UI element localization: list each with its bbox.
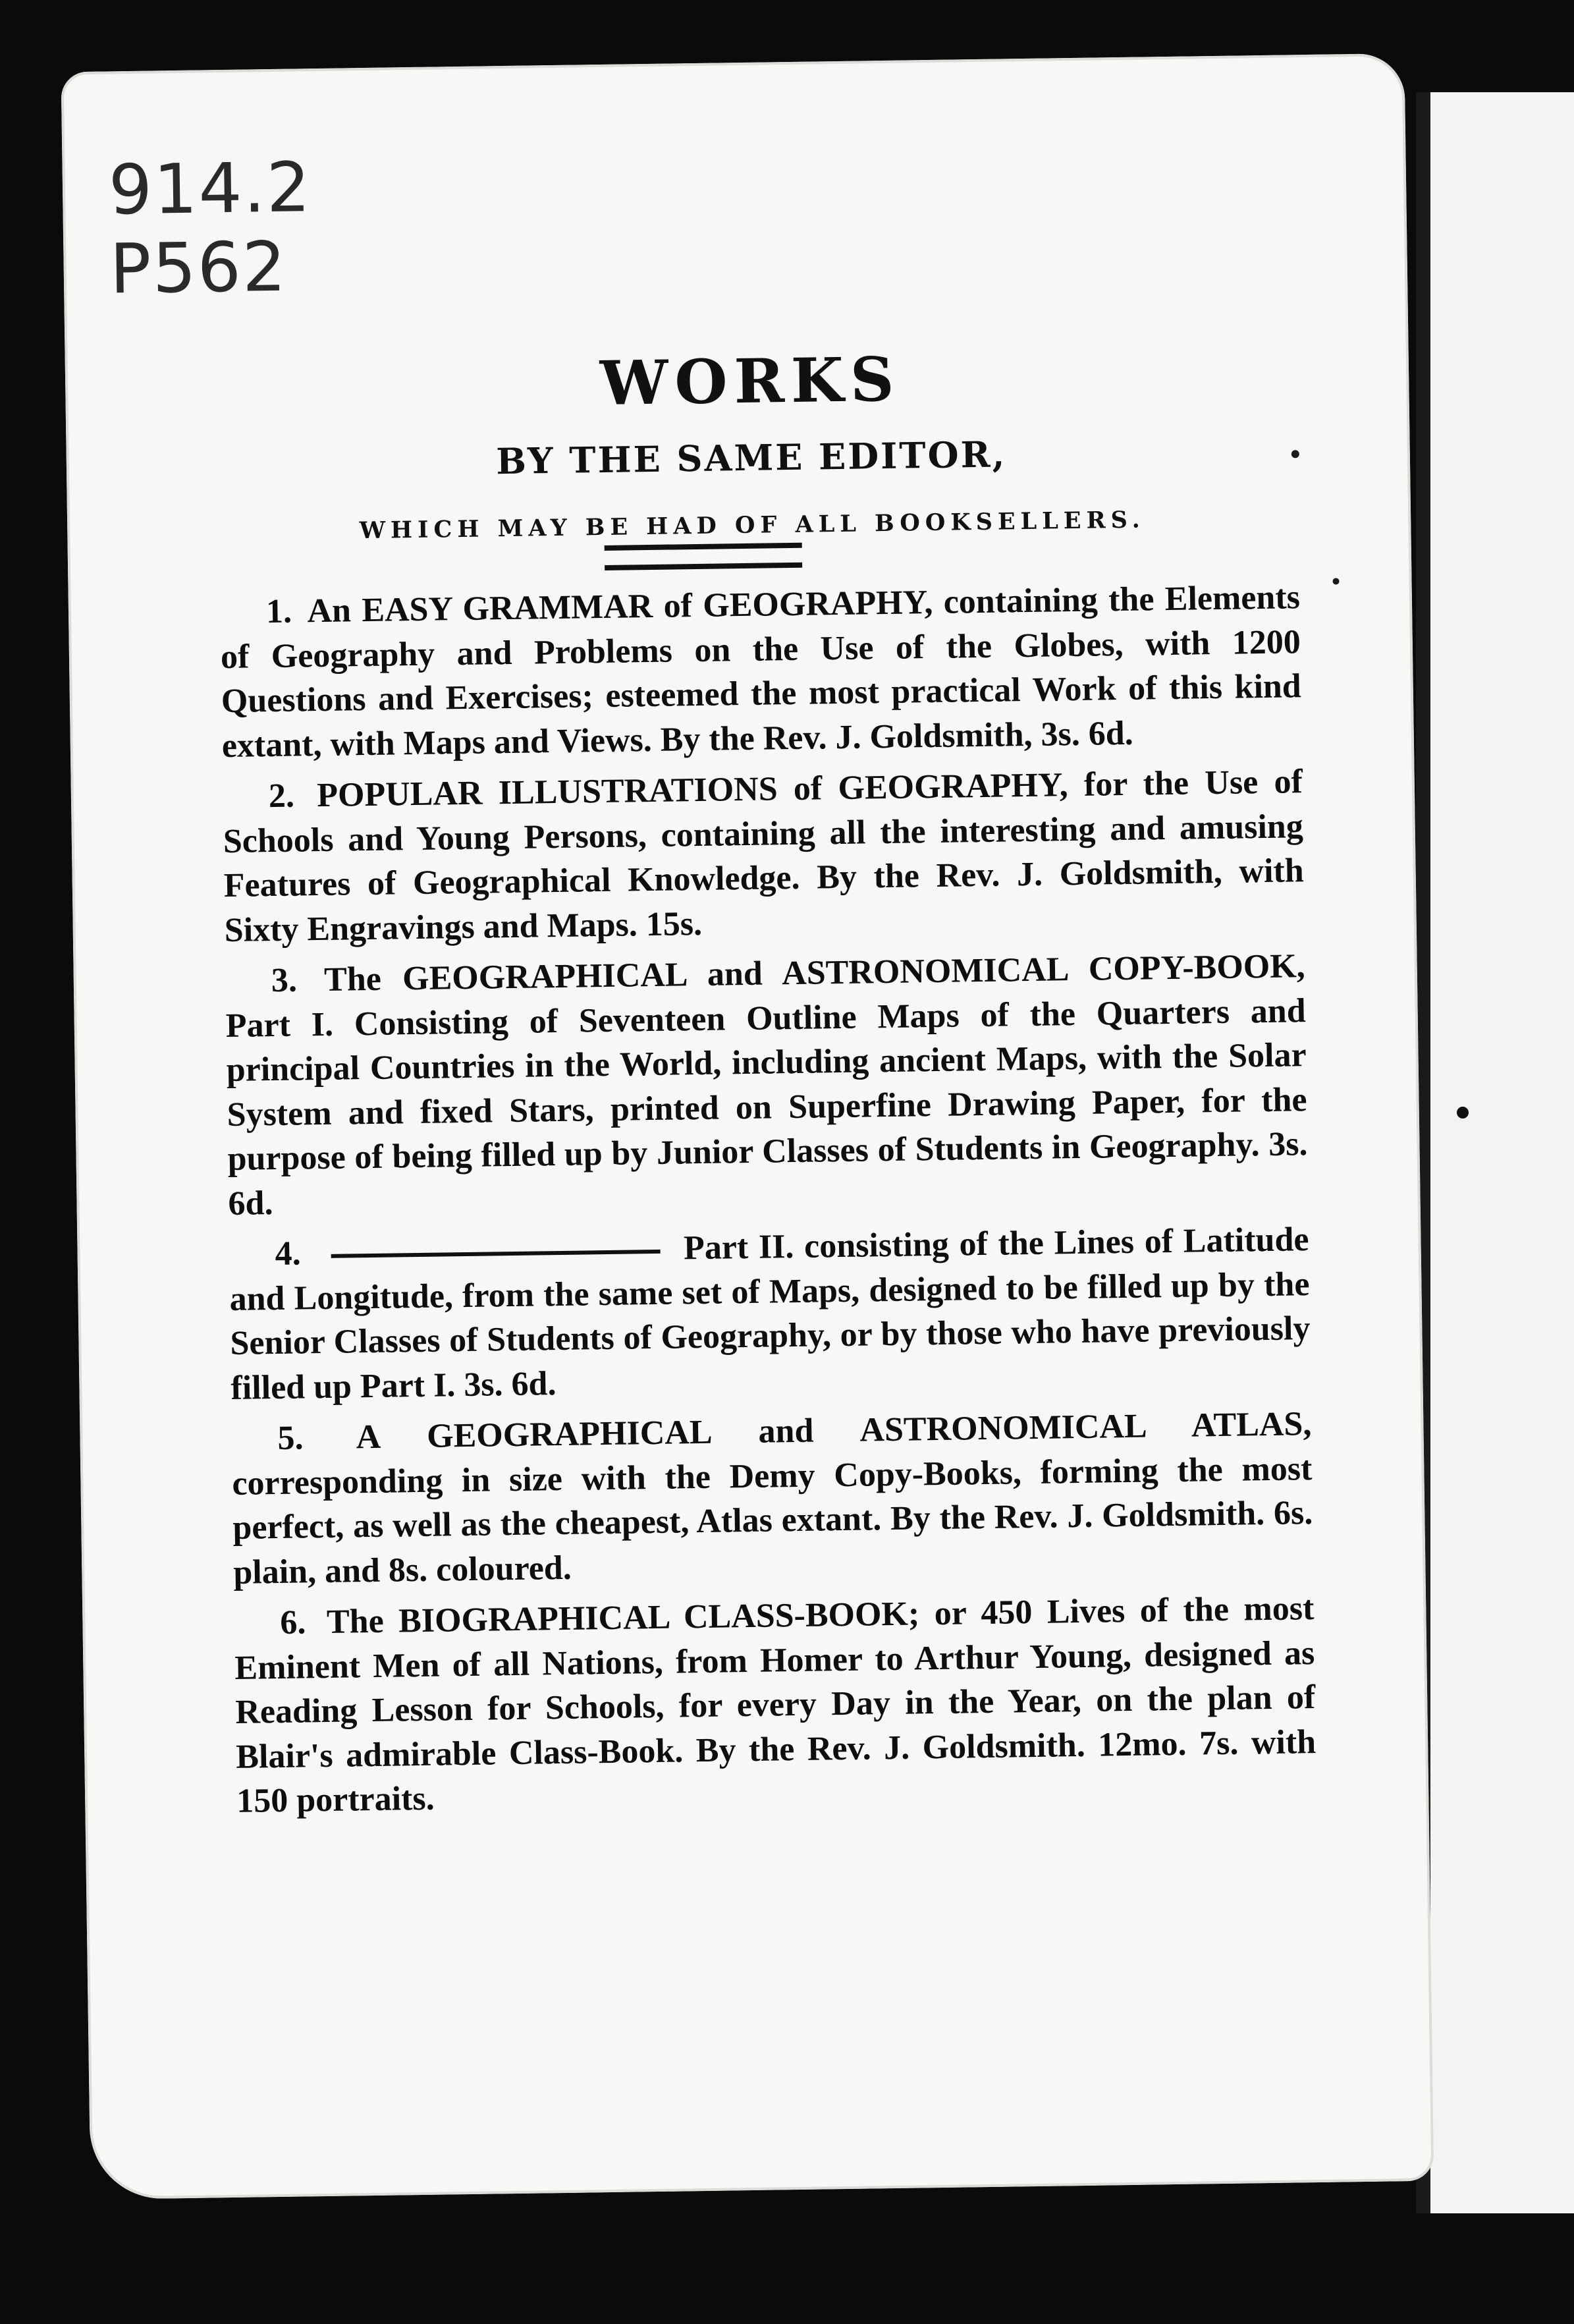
ditto-dash xyxy=(331,1250,660,1258)
list-item xyxy=(231,1402,1314,1595)
ink-speck xyxy=(1457,1107,1469,1119)
list-item xyxy=(225,944,1308,1226)
list-item xyxy=(234,1586,1317,1823)
ink-speck xyxy=(1332,578,1339,584)
entry-text: A GEOGRAPHICAL and ASTRONOMICAL ATLAS, corresponding in size with the Demy Copy-Books, forming the most perfect, as well as the cheapest, Atlas extant. By the Rev. J. Goldsmith. 6s. plain, and 8s. coloured. xyxy=(232,1405,1313,1591)
entry-text: The BIOGRAPHICAL CLASS-BOOK; or 450 Lives of the most Eminent Men of all Nations, from Homer to Arthur Young, designed as Reading Lesson for Schools, for every Day in the Year, on the plan of Blair's admirable Class-Book. By the Rev. J. Goldsmith. 12mo. 7s. with 150 portraits. xyxy=(234,1590,1316,1820)
entry-number: 2. xyxy=(268,777,295,816)
facing-page-edge xyxy=(1416,92,1574,2213)
page-title: WORKS xyxy=(599,343,902,420)
works-list xyxy=(220,575,1317,1830)
list-item xyxy=(229,1217,1311,1410)
entry-number: 4. xyxy=(275,1234,302,1273)
entry-text: An EASY GRAMMAR of GEOGRAPHY, containing the Elements of Geography and Problems on the Use of the Globes, with 1200 Questions and Exercises; esteemed the most practical Work of this kind extant, with Maps and Views. By the Rev. J. Goldsmith, 3s. 6d. xyxy=(220,578,1302,765)
entry-number: 3. xyxy=(271,961,298,1000)
page-header xyxy=(65,337,1411,548)
entry-text: Part II. consisting of the Lines of Latitude and Longitude, from the same set of Maps, designed to be filled up by the Senior Classes of Students of Geography, or by those who have previously filled up Part I. 3s. 6d. xyxy=(229,1221,1311,1407)
entry-number: 6. xyxy=(280,1603,306,1642)
list-item xyxy=(220,575,1303,768)
book-page xyxy=(61,53,1434,2200)
availability-note: WHICH MAY BE HAD OF ALL BOOKSELLERS. xyxy=(359,506,1146,545)
ink-speck xyxy=(1291,450,1299,458)
entry-text: The GEOGRAPHICAL and ASTRONOMICAL COPY-BOOK, Part I. Consisting of Seventeen Outline Maps of the Quarters and principal Countries in the World, including ancient Maps, with the Solar System and fixed Stars, printed on Superfine Drawing Paper, for the purpose of being filled up by Junior Classes of Students in Geography. 3s. 6d. xyxy=(225,947,1308,1223)
call-number-class: 914.2 xyxy=(108,147,312,231)
double-rule-divider xyxy=(605,543,803,570)
entry-number: 5. xyxy=(277,1419,304,1458)
entry-text: POPULAR ILLUSTRATIONS of GEOGRAPHY, for the Use of Schools and Young Persons, containing all the interesting and amusing Features of Geographical Knowledge. By the Rev. J. Goldsmith, with Sixty Engravings and Maps. 15s. xyxy=(223,763,1305,949)
entry-number: 1. xyxy=(265,592,292,631)
call-number-cutter: P562 xyxy=(109,226,288,310)
page-subtitle: BY THE SAME EDITOR, xyxy=(495,433,1007,483)
list-item xyxy=(222,760,1305,953)
library-call-number xyxy=(108,148,313,308)
